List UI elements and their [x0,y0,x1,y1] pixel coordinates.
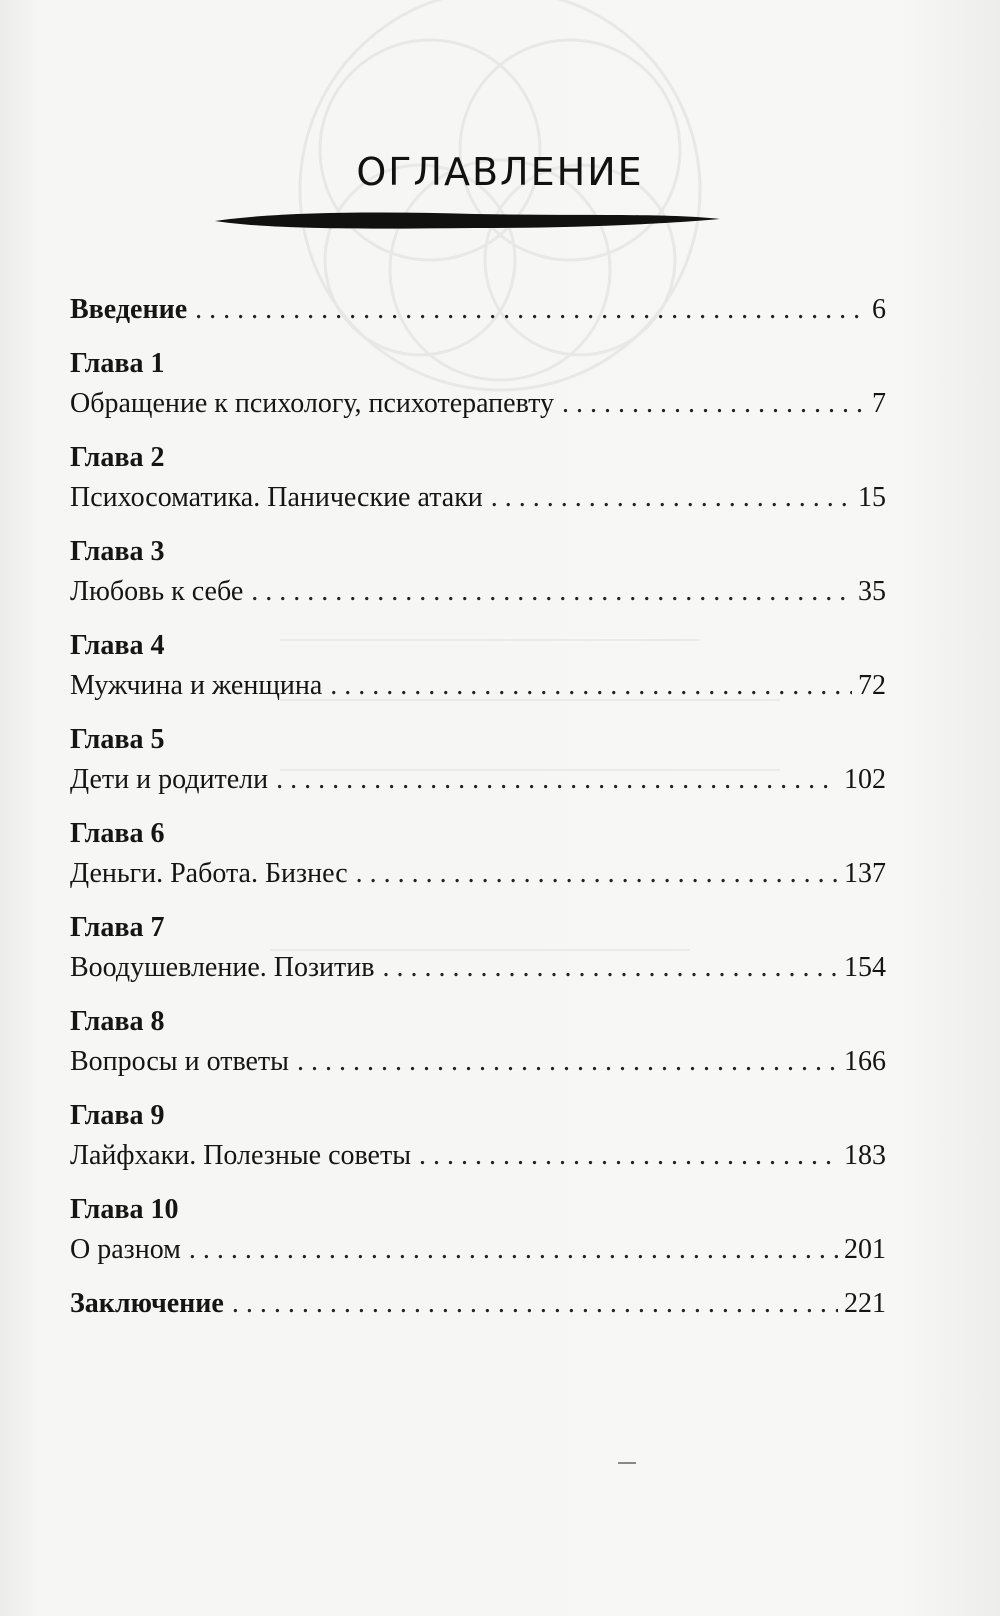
toc-row [70,572,886,612]
toc-entry-title: Психосоматика. Панические атаки [70,482,483,513]
chapter-label: Глава 5 [70,724,165,755]
toc-row [70,1042,886,1082]
dot-leader [330,666,852,706]
toc-entry-title: Мужчина и женщина [70,670,323,701]
toc-row [70,1230,886,1270]
toc-row [70,384,886,424]
toc-entry-chapter-2[interactable] [70,438,886,518]
toc-page-number: 137 [844,858,886,889]
dot-leader [276,760,838,800]
chapter-label: Глава 9 [70,1100,165,1131]
toc-page-number: 35 [858,576,886,607]
toc-entry-chapter-7[interactable] [70,908,886,988]
toc-page-number: 6 [872,294,886,325]
toc-row [70,1136,886,1176]
toc-entry-title: Заключение [70,1288,224,1319]
toc-row [70,290,886,330]
chapter-label: Глава 2 [70,442,165,473]
page-mark [618,1462,636,1464]
toc-row [70,1284,886,1324]
toc-page-number: 201 [844,1234,886,1265]
page-title: ОГЛАВЛЕНИЕ [356,150,644,194]
toc-entry-title: Любовь к себе [70,576,244,607]
toc-page-number: 7 [872,388,886,419]
toc-page-number: 15 [858,482,886,513]
dot-leader [356,854,838,894]
toc-entry-title: О разном [70,1234,181,1265]
toc-entry-title: Лайфхаки. Полезные советы [70,1140,412,1171]
toc-row [70,948,886,988]
chapter-label: Глава 7 [70,912,165,943]
toc-entry-title: Дети и родители [70,764,269,795]
toc-entry-chapter-1[interactable] [70,344,886,424]
dot-leader [251,572,852,612]
toc-page-number: 154 [844,952,886,983]
dot-leader [491,478,852,518]
chapter-label: Глава 8 [70,1006,165,1037]
toc-entry-title: Воодушевление. Позитив [70,952,375,983]
dot-leader [189,1230,838,1270]
chapter-label: Глава 10 [70,1194,179,1225]
toc-row [70,478,886,518]
toc-entry-introduction[interactable] [70,290,886,330]
toc-entry-chapter-5[interactable] [70,720,886,800]
toc-page-number: 72 [858,670,886,701]
toc-entry-chapter-6[interactable] [70,814,886,894]
chapter-label: Глава 6 [70,818,165,849]
toc-entry-title: Деньги. Работа. Бизнес [70,858,348,889]
chapter-label: Глава 4 [70,630,165,661]
dot-leader [195,290,866,330]
toc-page-number: 183 [844,1140,886,1171]
toc-entry-title: Введение [70,294,188,325]
toc-row [70,666,886,706]
toc-entry-chapter-3[interactable] [70,532,886,612]
dot-leader [419,1136,838,1176]
toc-entry-chapter-10[interactable] [70,1190,886,1270]
chapter-label: Глава 3 [70,536,165,567]
toc-page-number: 102 [844,764,886,795]
table-of-contents [70,290,886,1324]
dot-leader [232,1284,838,1324]
toc-row [70,854,886,894]
toc-entry-chapter-4[interactable] [70,626,886,706]
toc-entry-chapter-8[interactable] [70,1002,886,1082]
toc-page-number: 166 [844,1046,886,1077]
chapter-label: Глава 1 [70,348,165,379]
toc-entry-title: Вопросы и ответы [70,1046,289,1077]
dot-leader [382,948,838,988]
dot-leader [297,1042,838,1082]
title-underline-stroke [215,210,720,232]
toc-entry-conclusion[interactable] [70,1284,886,1324]
toc-entry-chapter-9[interactable] [70,1096,886,1176]
toc-entry-title: Обращение к психологу, психотерапевту [70,388,554,419]
toc-row [70,760,886,800]
dot-leader [562,384,866,424]
toc-page-number: 221 [844,1288,886,1319]
